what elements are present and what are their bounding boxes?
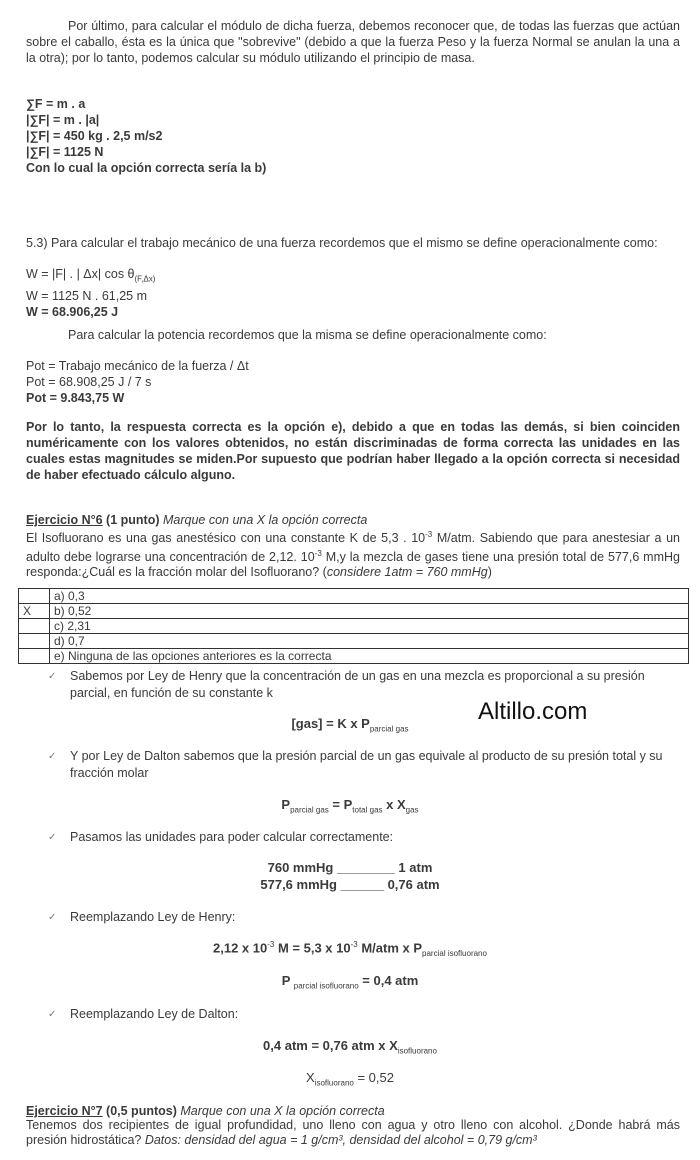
- power-line: Pot = Trabajo mecánico de la fuerza / Δt: [26, 359, 249, 373]
- power-equations: [26, 358, 680, 406]
- watermark-logo: Altillo.com: [478, 698, 588, 725]
- exercise-instruction: Marque con una X la opción correcta: [163, 513, 368, 527]
- bullet-units: [48, 829, 678, 846]
- option-row[interactable]: [19, 619, 689, 634]
- bullet-dalton: [48, 748, 678, 782]
- paragraph-fuerza-modulo: Por último, para calcular el módulo de dicha fuerza, debemos reconocer que, de todas las fuerzas que actúan sobre el caballo, ésta es la única que "sobrevive" (debido a que la fuerza Peso y la fuerza Normal se anulan la una a la otra); por lo tanto, podemos calcular su módulo utilizando el principio de masa.: [26, 19, 680, 65]
- paragraph-potencia: Para calcular la potencia recordemos que la misma se define operacionalmente como:: [68, 328, 547, 342]
- option-mark[interactable]: [19, 619, 50, 634]
- option-row[interactable]: [19, 649, 689, 664]
- equation-line: |∑F| = 450 kg . 2,5 m/s2: [26, 129, 163, 143]
- option-mark[interactable]: X: [19, 604, 50, 619]
- option-text: d) 0,7: [50, 634, 689, 649]
- option-row[interactable]: [19, 634, 689, 649]
- dalton-result: $X_{isofluorano} = 0,52$: [306, 1070, 394, 1088]
- conversion-line-2: 577,6 mmHg ______ 0,76 atm: [260, 877, 440, 892]
- option-row[interactable]: [19, 589, 689, 604]
- dalton-formula: $P_{parcial gas} = P_{total gas}$ x $X_{gas}$: [281, 797, 419, 815]
- exercise-7-body: Tenemos dos recipientes de igual profundidad, uno lleno con agua y otro lleno con alcohol. ¿Donde habrá más presión hidrostática? Datos: densidad del agua = 1 g/cm³, densidad del alcohol = 0,79 g/cm³: [26, 1118, 680, 1147]
- henry-formula: [gas] = K x $P_{parcial gas}$: [291, 716, 409, 734]
- work-substitution: W = 1125 N . 61,25 m: [26, 288, 148, 303]
- henry-substitution: 2,12 x $10^{-3}$ M = 5,3 x $10^{-3}$ M/atm x $P_{parcial isofluorano}$: [213, 940, 487, 958]
- option-text: e) Ninguna de las opciones anteriores es la correcta: [50, 649, 689, 664]
- option-text: a) 0,3: [50, 589, 689, 604]
- exercise-points: (0,5 puntos): [106, 1104, 177, 1118]
- exercise-7-header: [26, 1103, 680, 1119]
- bullet-text: Y por Ley de Dalton sabemos que la presión parcial de un gas equivale al producto de su presión total y su fracción molar: [70, 749, 663, 780]
- bullet-text: Reemplazando Ley de Dalton:: [70, 1007, 239, 1021]
- options-table: [18, 588, 689, 664]
- option-mark[interactable]: [19, 634, 50, 649]
- henry-result: P $_{parcial isofluorano}$ = 0,4 atm: [281, 973, 419, 991]
- check-icon: ✓: [48, 912, 57, 923]
- bullet-henry: [48, 668, 678, 702]
- check-icon: ✓: [48, 671, 57, 682]
- work-formula: W = |F| . | Δx| $\cos \theta_{(F,\Delta x)}$: [26, 267, 156, 284]
- dalton-substitution: 0,4 atm = 0,76 atm x $X_{isofluorano}$: [263, 1038, 437, 1056]
- bullet-henry-substitution: [48, 909, 678, 926]
- conversion-line-1: 760 mmHg ________ 1 atm: [267, 860, 433, 875]
- option-text: b) 0,52: [50, 604, 689, 619]
- power-line: Pot = 68.908,25 J / 7 s: [26, 375, 152, 389]
- option-mark[interactable]: [19, 649, 50, 664]
- power-result: Pot = 9.843,75 W: [26, 391, 125, 405]
- option-mark[interactable]: [19, 589, 50, 604]
- work-result: W = 68.906,25 J: [26, 304, 119, 319]
- paragraph-5-3: 5.3) Para calcular el trabajo mecánico de una fuerza recordemos que el mismo se define operacionalmente como:: [26, 236, 658, 250]
- bullet-dalton-substitution: [48, 1006, 678, 1023]
- exercise-title: Ejercicio N°7: [26, 1104, 103, 1118]
- bullet-text: Sabemos por Ley de Henry que la concentración de un gas en una mezcla es proporcional a su presión parcial, en función de su constante k: [70, 669, 645, 700]
- option-text: c) 2,31: [50, 619, 689, 634]
- check-icon: ✓: [48, 751, 57, 762]
- paragraph-conclusion: Por lo tanto, la respuesta correcta es la opción e), debido a que en todas las demás, si bien coinciden numéricamente con los valores obtenidos, no están discriminadas de forma correcta las unidades en las cuales estas magnitudes se miden.Por supuesto que podrían haber llegado a la opción correcta si necesidad de haber efectuado cálculo alguno.: [26, 420, 680, 482]
- conclusion-line: Con lo cual la opción correcta sería la b): [26, 161, 267, 175]
- check-icon: ✓: [48, 1009, 57, 1020]
- equation-result: |∑F| = 1125 N: [26, 145, 104, 159]
- exercise-points: (1 punto): [106, 513, 160, 527]
- option-row[interactable]: [19, 604, 689, 619]
- check-icon: ✓: [48, 832, 57, 843]
- bullet-text: Pasamos las unidades para poder calcular correctamente:: [70, 830, 394, 844]
- bullet-text: Reemplazando Ley de Henry:: [70, 910, 236, 924]
- exercise-6-body: El Isofluorano es una gas anestésico con una constante K de 5,3 . $10^{-3}$ M/atm. Sabiendo que para anestesiar a un adulto debe lograrse una concentración de 2,12. $10^{-3}$ M,y la mezcla de gases tiene una presión total de 577,6 mmHg responda:¿Cuál es la fracción molar del Isofluorano? (considere 1atm = 760 mmHg): [26, 530, 680, 580]
- exercise-title: Ejercicio N°6: [26, 513, 103, 527]
- equation-line: ∑F = m . a: [26, 97, 86, 111]
- equations-newton: [26, 96, 680, 176]
- exercise-6-header: [26, 512, 680, 528]
- work-equations: [26, 266, 680, 320]
- exercise-instruction: Marque con una X la opción correcta: [180, 1104, 385, 1118]
- equation-line: |∑F| = m . |a|: [26, 113, 100, 127]
